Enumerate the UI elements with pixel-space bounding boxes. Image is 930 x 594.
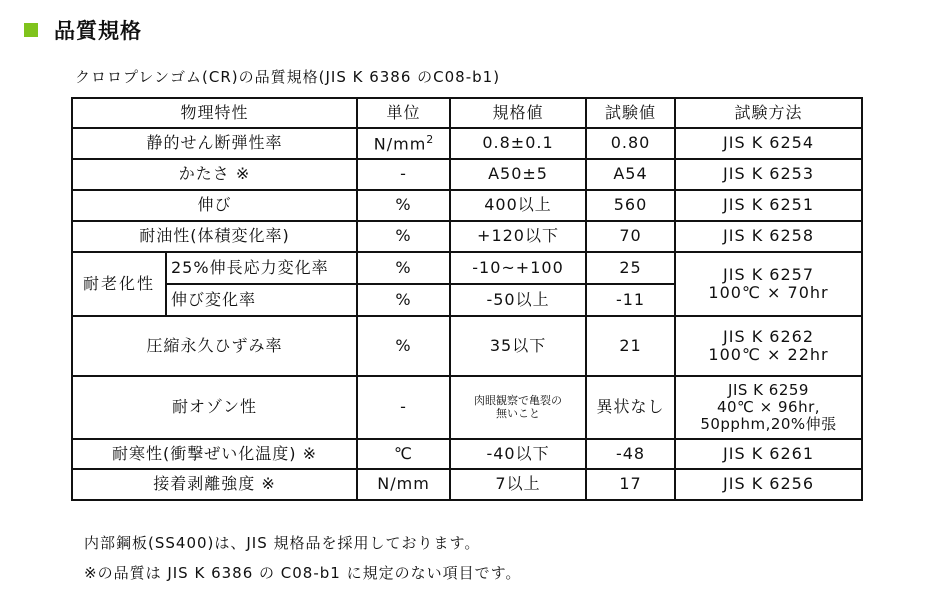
table-header-row (72, 98, 862, 128)
header-cell: 試験方法 (675, 98, 862, 128)
spec-cell: 400以上 (450, 190, 586, 221)
property-cell: 伸び変化率 (166, 284, 357, 316)
value-cell: 25 (586, 252, 675, 284)
spec-cell: 7以上 (450, 469, 586, 500)
method-line: JIS K 6257 (723, 264, 814, 284)
method-cell: JIS K 6258 (675, 221, 862, 252)
unit-cell (357, 128, 450, 159)
footnotes (84, 533, 521, 593)
table-row (72, 221, 862, 252)
spec-cell: -40以下 (450, 439, 586, 469)
unit-cell: - (357, 159, 450, 190)
property-cell: 耐寒性(衝撃ぜい化温度) ※ (72, 439, 357, 469)
unit-cell: N/mm (357, 469, 450, 500)
property-cell: かたさ ※ (72, 159, 357, 190)
method-line: 40℃ × 96hr, (716, 397, 821, 416)
method-line: 100℃ × 22hr (708, 345, 829, 364)
method-line: JIS K 6262 (723, 326, 814, 346)
table-row (72, 252, 862, 284)
quality-spec-table (71, 97, 863, 501)
property-cell: 静的せん断弾性率 (72, 128, 357, 159)
unit-superscript: 2 (426, 133, 434, 147)
value-cell: A54 (586, 159, 675, 190)
table-row (72, 316, 862, 376)
property-cell: 耐油性(体積変化率) (72, 221, 357, 252)
value-cell: 0.80 (586, 128, 675, 159)
table-row (72, 439, 862, 469)
unit-text: N/mm (373, 134, 427, 154)
section-heading (24, 14, 142, 46)
method-cell: JIS K 6261 (675, 439, 862, 469)
table-row (72, 128, 862, 159)
value-cell: 17 (586, 469, 675, 500)
property-cell: 圧縮永久ひずみ率 (72, 316, 357, 376)
header-cell: 規格値 (450, 98, 586, 128)
table-row (72, 469, 862, 500)
value-cell: -48 (586, 439, 675, 469)
method-line: JIS K 6259 (728, 380, 809, 399)
unit-cell: % (357, 190, 450, 221)
spec-line: 無いこと (496, 406, 541, 420)
unit-cell: % (357, 316, 450, 376)
method-cell (675, 316, 862, 376)
method-cell: JIS K 6251 (675, 190, 862, 221)
unit-cell: - (357, 376, 450, 439)
method-line: 100℃ × 70hr (708, 283, 829, 302)
unit-cell: % (357, 284, 450, 316)
property-cell: 接着剥離強度 ※ (72, 469, 357, 500)
unit-cell: % (357, 252, 450, 284)
property-cell: 伸び (72, 190, 357, 221)
footnote: ※の品質は JIS K 6386 の C08-b1 に規定のない項目です。 (84, 564, 522, 582)
value-cell: 560 (586, 190, 675, 221)
table-row (72, 159, 862, 190)
aging-category-cell: 耐老化性 (72, 252, 166, 316)
spec-cell: A50±5 (450, 159, 586, 190)
spec-cell (450, 376, 586, 439)
spec-cell: 35以下 (450, 316, 586, 376)
square-bullet-icon (24, 23, 38, 37)
spec-cell: -50以上 (450, 284, 586, 316)
table-caption: クロロプレンゴム(CR)の品質規格(JIS K 6386 のC08-b1) (75, 68, 501, 86)
value-cell: 21 (586, 316, 675, 376)
footnote: 内部鋼板(SS400)は、JIS 規格品を採用しております。 (84, 534, 481, 552)
header-cell: 物理特性 (72, 98, 357, 128)
value-cell: -11 (586, 284, 675, 316)
method-cell: JIS K 6254 (675, 128, 862, 159)
method-line: 50pphm,20%伸張 (700, 415, 837, 434)
method-cell: JIS K 6253 (675, 159, 862, 190)
value-cell: 異状なし (586, 376, 675, 439)
spec-cell: +120以下 (450, 221, 586, 252)
spec-cell: -10~+100 (450, 252, 586, 284)
spec-cell: 0.8±0.1 (450, 128, 586, 159)
unit-cell: % (357, 221, 450, 252)
table-row (72, 376, 862, 439)
spec-line: 肉眼観察で亀裂の (474, 393, 563, 407)
header-cell: 単位 (357, 98, 450, 128)
page-title: 品質規格 (54, 19, 142, 43)
table-row (72, 190, 862, 221)
method-cell: JIS K 6256 (675, 469, 862, 500)
header-cell: 試験値 (586, 98, 675, 128)
value-cell: 70 (586, 221, 675, 252)
method-cell (675, 252, 862, 316)
property-cell: 耐オゾン性 (72, 376, 357, 439)
method-cell (675, 376, 862, 439)
unit-cell: ℃ (357, 439, 450, 469)
property-cell: 25%伸長応力変化率 (166, 252, 357, 284)
